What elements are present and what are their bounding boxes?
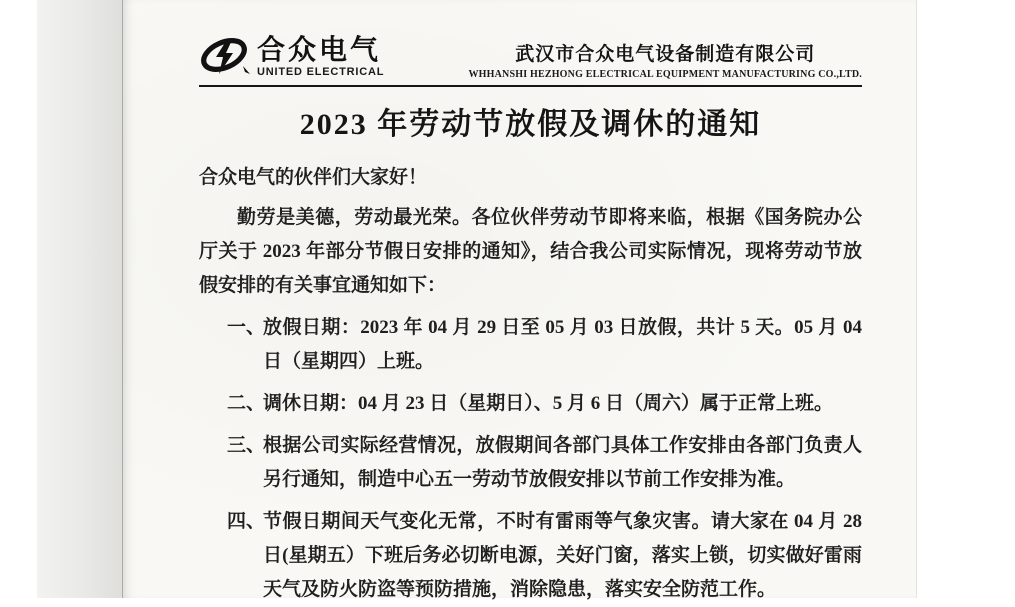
item-text: 根据公司实际经营情况，放假期间各部门具体工作安排由各部门负责人另行通知，制造中心五一劳动节放假安排以节前工作安排为准。	[263, 435, 862, 490]
scanned-notice-page	[122, 0, 917, 598]
notice-item-1	[227, 311, 862, 379]
item-text: 调休日期：04 月 23 日（星期日）、5 月 6 日（周六）属于正常上班。	[263, 393, 834, 414]
brand-text-block	[257, 36, 384, 78]
item-number: 四、	[227, 511, 266, 532]
notice-item-2	[227, 387, 862, 421]
brand-name-en: UNITED ELECTRICAL	[257, 66, 385, 78]
notice-item-4	[227, 505, 862, 607]
intro-paragraph: 勤劳是美德，劳动最光荣。各位伙伴劳动节即将来临，根据《国务院办公厅关于 2023 年部分节假日安排的通知》，结合我公司实际情况，现将劳动节放假安排的有关事宜通知如下：	[199, 207, 862, 296]
item-text: 放假日期：2023 年 04 月 29 日至 05 月 03 日放假，共计 5 天。05 月 04 日（星期四）上班。	[263, 317, 862, 372]
item-number: 二、	[227, 393, 266, 414]
hezhong-swirl-bolt-icon	[199, 34, 251, 80]
item-number: 一、	[227, 317, 266, 338]
company-name-cn: 武汉市合众电气设备制造有限公司	[515, 44, 816, 65]
notice-item-3	[227, 429, 862, 497]
item-text: 节假日期间天气变化无常，不时有雷雨等气象灾害。请大家在 04 月 28 日(星期五）下班后务必切断电源，关好门窗，落实上锁，切实做好雷雨天气及防火防盗等预防措施，消除隐患，落实安全防范工作。	[263, 511, 862, 600]
company-logo	[199, 34, 384, 80]
notice-title: 2023 年劳动节放假及调休的通知	[299, 108, 762, 141]
company-name-block	[468, 39, 862, 80]
item-number: 三、	[227, 435, 266, 456]
page-content	[123, 0, 916, 607]
letterhead	[199, 34, 862, 87]
company-name-en: WHHANSHI HEZHONG ELECTRICAL EQUIPMENT MANUFACTURING CO.,LTD.	[468, 69, 862, 80]
greeting-line: 合众电气的伙伴们大家好！	[199, 167, 428, 188]
brand-name-cn: 合众电气	[257, 34, 382, 65]
scan-background-gutter	[37, 0, 122, 598]
